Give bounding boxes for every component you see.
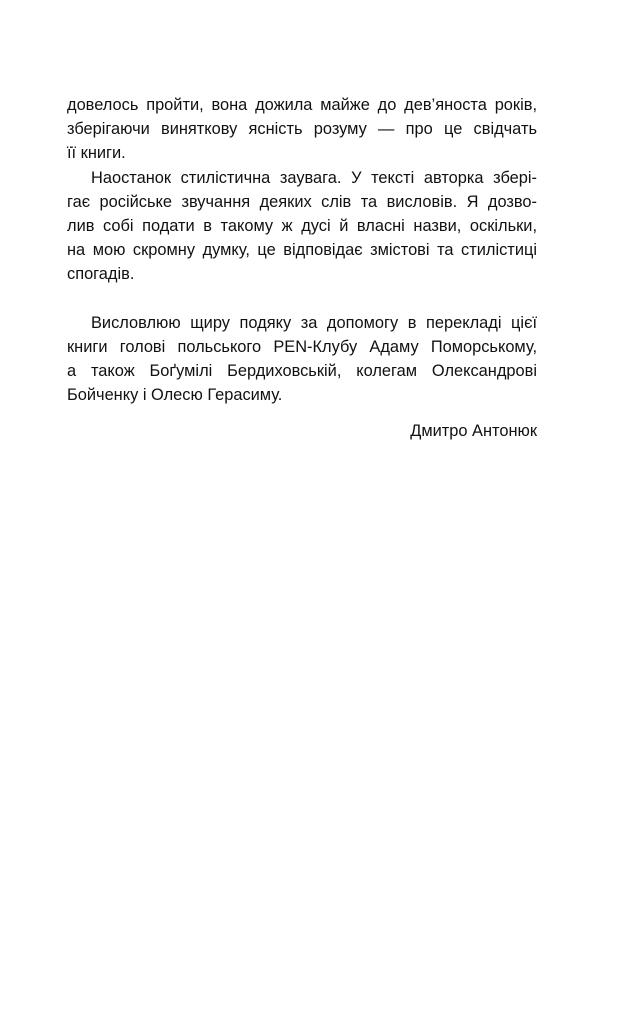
- text-line: книги голові польського PEN-Клубу Адаму Поморському,: [67, 337, 537, 356]
- text-line: Бойченку і Олесю Герасиму.: [67, 386, 283, 405]
- text-line: Наостанок стилістична заувага. У тексті авторка збері-: [91, 168, 537, 187]
- paragraph-stylistic-note: [67, 166, 537, 287]
- text-line: Висловлюю щиру подяку за допомогу в перекладі цієї: [91, 313, 537, 332]
- text-line: довелось пройти, вона дожила майже до дев’яноста років,: [67, 96, 537, 114]
- author-signature: Дмитро Антонюк: [410, 422, 537, 441]
- text-line: гає російське звучання деяких слів та висловів. Я дозво-: [67, 192, 537, 211]
- paragraph-acknowledgements: [67, 311, 537, 408]
- text-line: спогадів.: [67, 265, 135, 284]
- text-line: а також Боґумілі Бердиховській, колегам Олександрові: [67, 362, 537, 381]
- document-page: [67, 93, 537, 444]
- text-line: на мою скромну думку, це відповідає змістові та стилістиці: [67, 241, 537, 260]
- text-line: лив собі подати в такому ж дусі й власні назви, оскільки,: [67, 217, 537, 236]
- text-line: зберігаючи виняткову ясність розуму — про це свідчать: [67, 120, 537, 139]
- text-line: її книги.: [67, 144, 126, 163]
- paragraph-continuation: [67, 93, 537, 166]
- paragraph-gap: [67, 287, 537, 311]
